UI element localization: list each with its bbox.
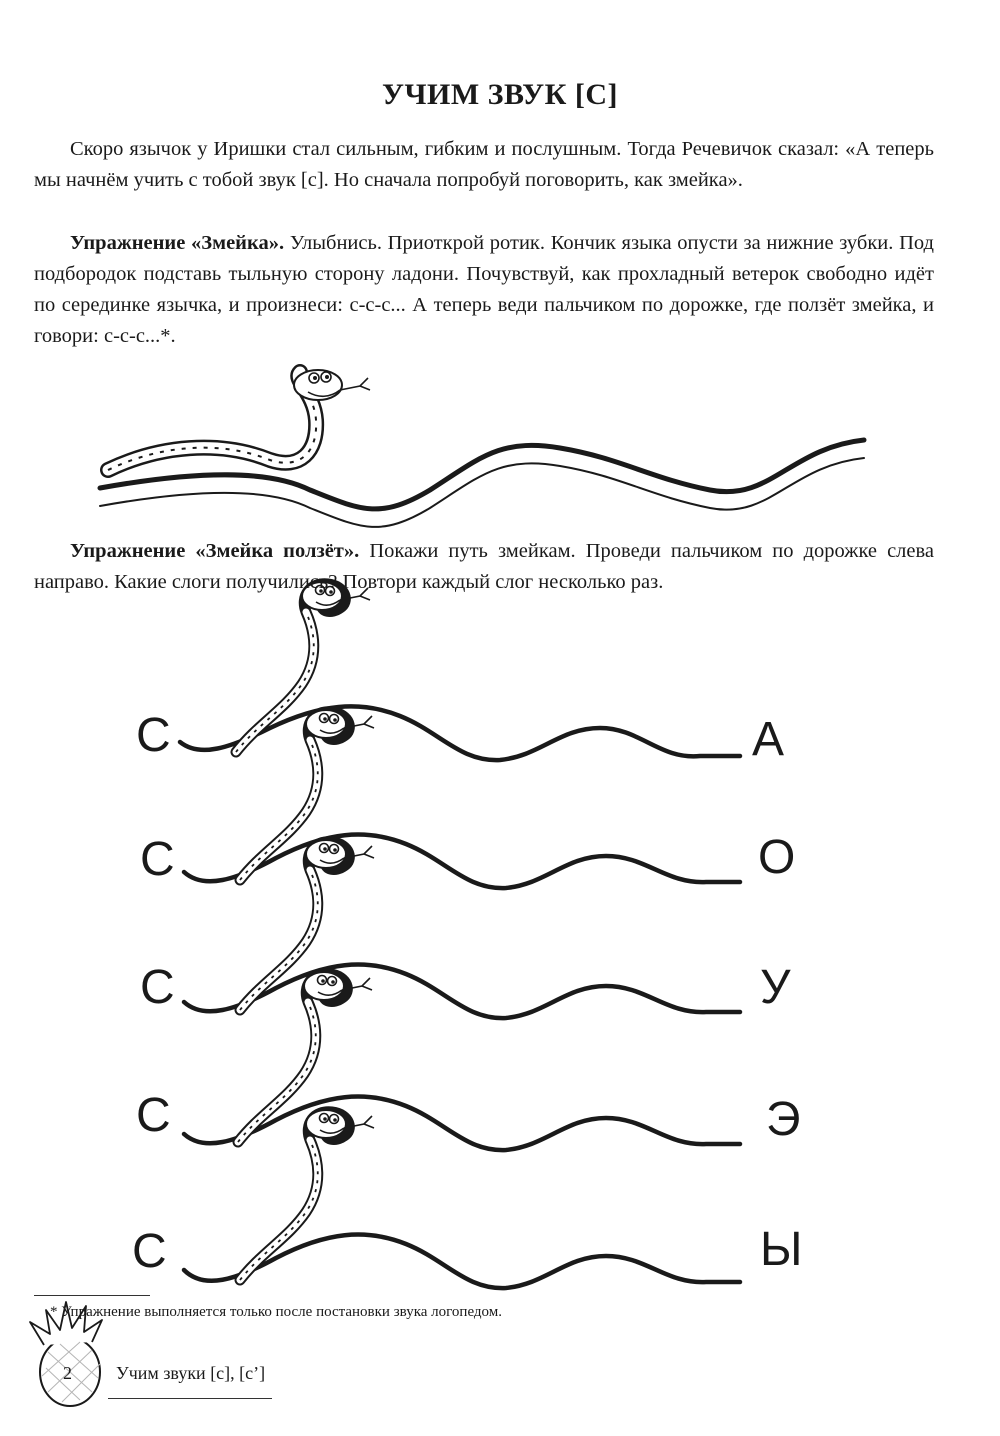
- exercise-crawl-paragraph: [34, 536, 934, 598]
- path-5-end-letter: Ы: [760, 1223, 803, 1276]
- exercise-snake-text: Улыбнись. Приоткрой ротик. Кончик языка опусти за нижние зубки. Под подбородок подставь тыльную сторону ладони. Почувствуй, как прохладный ветерок свободно идёт по серединке язычка, и произнеси: с-с-с... А теперь веди пальчиком по дорожке, где ползёт змейка, и говори: с-с-с...*.: [34, 232, 934, 347]
- snake-illustration-large: [108, 370, 370, 470]
- path-5-start-letter: С: [132, 1225, 167, 1278]
- exercise-crawl-title: Упражнение «Змейка ползёт».: [70, 540, 360, 562]
- path-4-end-letter: Э: [766, 1093, 801, 1146]
- snake-track-large: [100, 370, 864, 527]
- syllable-path-3: [184, 840, 740, 1018]
- path-2-end-letter: О: [758, 831, 796, 884]
- page-title: УЧИМ ЗВУК [С]: [381, 78, 618, 111]
- footnote: * Упражнение выполняется только после постановки звука логопедом.: [50, 1304, 502, 1320]
- intro-text: Скоро язычок у Иришки стал сильным, гибким и послушным. Тогда Речевичок сказал: «А теперь мы начнём учить с тобой звук [с]. Но сначала попробуй поговорить, как змейка».: [34, 138, 934, 191]
- syllable-path-1: [180, 582, 740, 760]
- page-number: 2: [63, 1363, 72, 1383]
- exercise-crawl-text: Покажи путь змейкам. Проведи пальчиком по дорожке слева направо. Какие слоги получились? Повтори каждый слог несколько раз.: [34, 540, 935, 593]
- path-4-start-letter: С: [136, 1089, 171, 1142]
- footnote-divider: [34, 1295, 150, 1296]
- path-1-start-letter: С: [136, 709, 171, 762]
- path-1-end-letter: А: [752, 713, 785, 766]
- path-2-start-letter: С: [140, 833, 175, 886]
- syllable-path-2: [184, 710, 740, 888]
- running-title: Учим звуки [с], [с’]: [116, 1363, 266, 1383]
- path-3-end-letter: У: [760, 961, 791, 1014]
- exercise-snake-title: Упражнение «Змейка».: [70, 232, 285, 254]
- running-title-rule: [108, 1398, 272, 1399]
- path-3-start-letter: С: [140, 961, 175, 1014]
